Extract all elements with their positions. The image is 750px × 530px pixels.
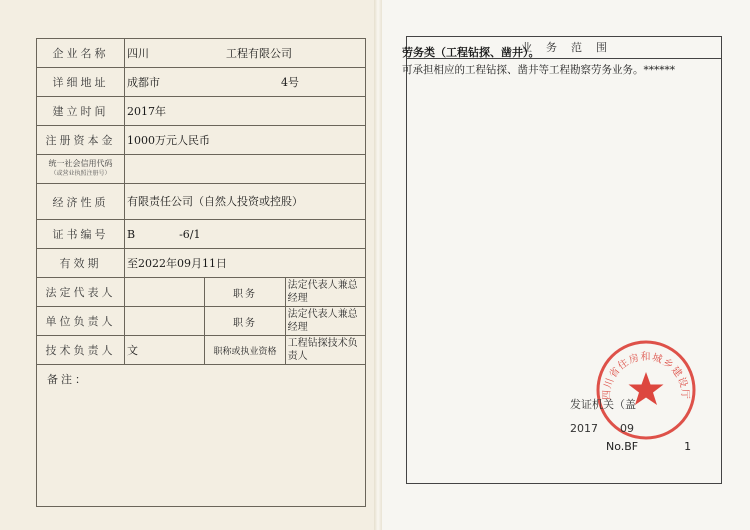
label-credit-code-sub: （或营业执照注册号） xyxy=(50,170,111,177)
seal-text: 四川省住房和城乡建设厅 xyxy=(601,352,691,401)
certificate-serial xyxy=(606,440,691,453)
label-established: 建立时间 xyxy=(37,97,125,126)
row-credit-code xyxy=(37,155,366,184)
row-legal-rep xyxy=(37,278,366,307)
label-unit-head-title: 职务 xyxy=(205,307,285,336)
row-established xyxy=(37,97,366,126)
value-unit-head-name xyxy=(125,307,205,336)
label-company-name: 企业名称 xyxy=(37,39,125,68)
business-scope-header: 业务范围 xyxy=(407,37,721,59)
row-tech-head xyxy=(37,336,366,365)
page-number: 1 xyxy=(684,440,692,453)
label-tech-head: 技术负责人 xyxy=(37,336,125,365)
label-tech-head-title: 职称或执业资格 xyxy=(205,336,285,365)
label-address: 详细地址 xyxy=(37,68,125,97)
value-economic-nature: 有限责任公司（自然人投资或控股） xyxy=(125,184,366,220)
value-unit-head-title: 法定代表人兼总经理 xyxy=(285,307,365,336)
value-legal-rep-name xyxy=(125,278,205,307)
scope-description: 可承担相应的工程钻探、凿井等工程勘察劳务业务。****** xyxy=(402,64,675,76)
issuing-authority: 发证机关（盖 xyxy=(570,398,636,411)
label-capital: 注册资本金 xyxy=(37,126,125,155)
row-validity xyxy=(37,249,366,278)
issue-date: 2017 09 xyxy=(570,422,634,435)
label-legal-rep-title: 职务 xyxy=(205,278,285,307)
row-address xyxy=(37,68,366,97)
label-unit-head: 单位负责人 xyxy=(37,307,125,336)
scope-category: 劳务类（工程钻探、凿井）。 xyxy=(402,46,540,59)
row-company-name xyxy=(37,39,366,68)
row-cert-number xyxy=(37,220,366,249)
value-capital: 1000万元人民币 xyxy=(125,126,366,155)
value-tech-head-name: 文 xyxy=(125,336,205,365)
certificate-right-page xyxy=(382,0,750,530)
label-cert-number: 证书编号 xyxy=(37,220,125,249)
row-unit-head xyxy=(37,307,366,336)
label-notes: 备注： xyxy=(37,365,366,507)
company-info-table xyxy=(36,38,366,507)
label-credit-code xyxy=(37,155,125,184)
row-capital xyxy=(37,126,366,155)
value-cert-number: B -6/1 xyxy=(125,220,366,249)
book-spine xyxy=(374,0,382,530)
label-validity: 有效期 xyxy=(37,249,125,278)
certificate-serial-number: No.BF xyxy=(606,440,639,453)
value-tech-head-title: 工程钻探技术负责人 xyxy=(285,336,365,365)
value-company-name: 四川 工程有限公司 xyxy=(125,39,366,68)
value-legal-rep-title: 法定代表人兼总经理 xyxy=(285,278,365,307)
value-established: 2017年 xyxy=(125,97,366,126)
row-economic-nature xyxy=(37,184,366,220)
value-credit-code xyxy=(125,155,366,184)
row-notes xyxy=(37,365,366,507)
label-credit-code-main: 统一社会信用代码 xyxy=(48,159,113,168)
label-legal-rep: 法定代表人 xyxy=(37,278,125,307)
value-validity: 至2022年09月11日 xyxy=(125,249,366,278)
value-address: 成都市 4号 xyxy=(125,68,366,97)
label-economic-nature: 经济性质 xyxy=(37,184,125,220)
